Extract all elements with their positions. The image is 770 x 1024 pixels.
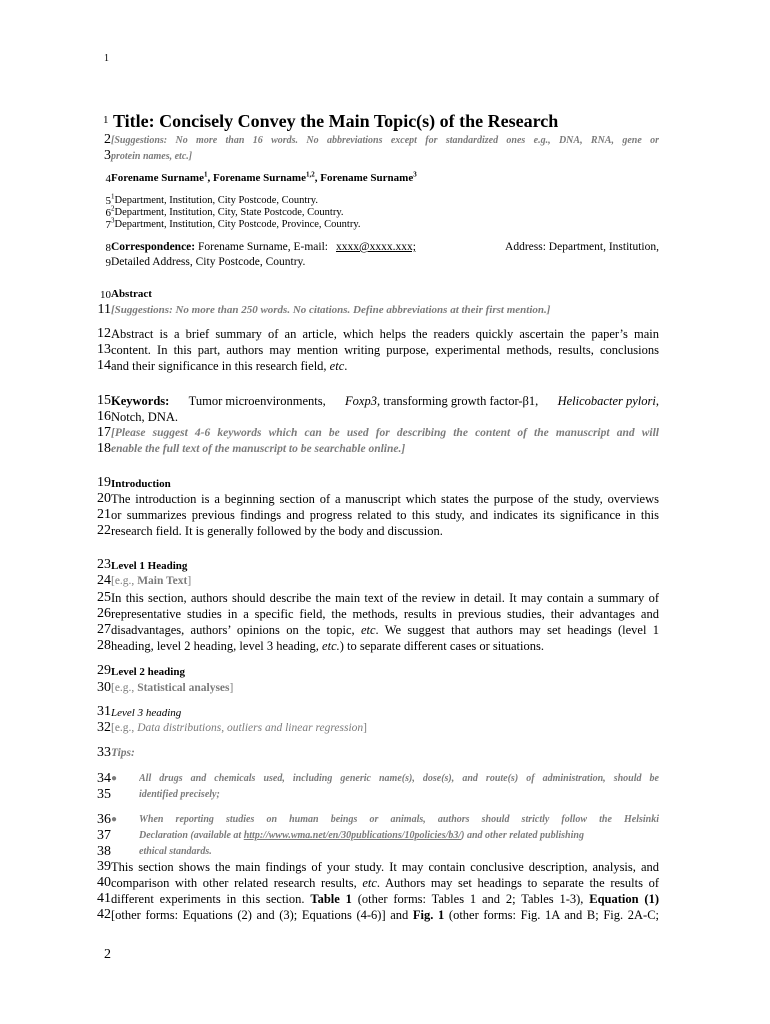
line-number: 25	[97, 590, 111, 605]
abstract-line-text: and their significance in this research field,	[111, 359, 330, 373]
table-1-ref: Table 1	[310, 892, 352, 906]
line-number: 6	[105, 207, 111, 219]
introduction-line: The introduction is a beginning section of a manuscript which states the purpose of the study, overviews	[111, 492, 659, 506]
affiliation-1-text: Department, Institution, City Postcode, Country.	[114, 195, 318, 206]
line-number: 8	[105, 242, 111, 254]
tip-1-line2: identified precisely;	[139, 789, 220, 800]
introduction-line: research field. It is generally followed by the body and discussion.	[111, 524, 443, 538]
level1-example	[111, 573, 659, 589]
example-suffix: ]	[363, 722, 367, 734]
example-prefix: [e.g.,	[111, 575, 138, 587]
helsinki-declaration-link[interactable]: http://www.wma.net/en/30publications/10policies/b3/	[243, 830, 462, 841]
line-number: 36	[97, 812, 111, 827]
line-text: (other forms: Fig. 1A and B; Fig. 2A-C;	[444, 908, 659, 922]
introduction-heading: Introduction	[111, 478, 171, 490]
line-number: 30	[97, 680, 111, 695]
tip-text: Declaration (available at	[139, 830, 244, 841]
line-number: 2	[104, 132, 111, 147]
tip-2-line3: ethical standards.	[139, 846, 212, 857]
line-text: (other forms: Tables 1 and 2; Tables 1-3),	[351, 892, 590, 906]
keywords-suggestion-line2: enable the full text of the manuscript to be searchable online.]	[111, 443, 406, 455]
line-number: 5	[105, 195, 111, 207]
line-number: 14	[97, 358, 111, 373]
author-list: Forename Surname$^1$, Forename Surname$^{1,2}$, Forename Surname$^3$	[111, 170, 417, 184]
level1-line	[111, 622, 659, 638]
abstract-line-etc: etc	[329, 359, 345, 373]
introduction-line: or summarizes previous findings and progress related to this study, and indicates its significance in this	[111, 508, 659, 522]
abstract-line: Abstract is a brief summary of an article, which helps the readers quickly ascertain the paper’s main	[111, 327, 659, 341]
line-number: 33	[97, 745, 111, 760]
level2-example	[111, 680, 659, 696]
bullet-icon: ●	[111, 773, 118, 784]
equation-1-ref: Equation (1)	[589, 892, 659, 906]
keyword-part: Tumor microenvironments,	[188, 394, 326, 408]
line-number: 15	[97, 393, 111, 408]
title-suggestion-line2: protein names, etc.]	[111, 151, 193, 162]
example-data-distributions: Data distributions, outliers and linear regression	[137, 722, 364, 734]
line-number: 10	[100, 289, 111, 301]
line-text: . We suggest that authors may set headings (level 1	[375, 623, 659, 637]
header-page-number: 1	[104, 53, 109, 64]
abstract-line: content. In this part, authors may mention writing purpose, experimental methods, results, conclusions	[111, 343, 659, 357]
keywords-line1	[111, 393, 659, 409]
line-number: 9	[105, 257, 111, 269]
example-prefix: [e.g.,	[111, 682, 138, 694]
results-line	[111, 875, 659, 891]
example-statistical-analyses: Statistical analyses	[137, 682, 230, 694]
results-line	[111, 891, 659, 907]
example-suffix: ]	[187, 575, 192, 587]
keywords-label: Keywords:	[111, 394, 170, 408]
figure-1-ref: Fig. 1	[412, 908, 445, 922]
example-main-text: Main Text	[137, 575, 188, 587]
line-number: 35	[97, 787, 111, 802]
results-line: This section shows the main findings of your study. It may contain conclusive description, analysis, and	[111, 860, 659, 874]
title-suggestion-line1: [Suggestions: No more than 16 words. No abbreviations except for standardized ones e.g., DNA, RNA, gene or	[111, 135, 659, 146]
abstract-line	[111, 358, 659, 374]
line-number: 41	[97, 891, 111, 906]
line-etc: etc	[360, 623, 376, 637]
abstract-suggestion: [Suggestions: No more than 250 words. No citations. Define abbreviations at their first mention.]	[111, 304, 551, 316]
line-etc: etc.	[322, 639, 340, 653]
email-link[interactable]: xxxx@xxxx.xxx;	[335, 241, 416, 253]
example-suffix: ]	[229, 682, 234, 694]
line-text: ) to separate different cases or situations.	[339, 639, 544, 653]
line-number: 19	[97, 475, 111, 490]
keyword-h-pylori: Helicobacter pylori	[557, 394, 656, 408]
author-2: Forename Surname	[212, 172, 306, 184]
line-number: 7	[105, 219, 111, 231]
line-text: [other forms: Equations (2) and (3); Equations (4-6)] and	[111, 908, 413, 922]
line-number: 32	[97, 720, 111, 735]
correspondence-label: Correspondence:	[111, 241, 196, 253]
bullet-icon: ●	[111, 814, 118, 825]
line-number: 20	[97, 491, 111, 506]
affiliation-2-text: Department, Institution, City, State Postcode, Country.	[114, 207, 344, 218]
example-prefix: [e.g.,	[111, 722, 138, 734]
tip-1-line1: All drugs and chemicals used, including generic name(s), dose(s), and route(s) of administration, should be	[139, 773, 659, 784]
tip-2-line2	[139, 828, 659, 844]
line-number: 37	[97, 828, 111, 843]
line-number: 42	[97, 907, 111, 922]
line-number: 1	[103, 114, 109, 126]
line-number: 13	[97, 342, 111, 357]
author-3-affiliation: 3	[413, 170, 417, 179]
line-number: 4	[105, 173, 111, 185]
tip-2-line1: When reporting studies on human beings or animals, authors should strictly follow the Helsinki	[139, 814, 659, 825]
line-text: disadvantages, authors’ opinions on the topic,	[111, 623, 361, 637]
line-text: different experiments in this section.	[111, 892, 311, 906]
keywords-line2: Notch, DNA.	[111, 410, 179, 424]
line-etc: etc	[362, 876, 377, 890]
line-number: 23	[97, 557, 111, 572]
results-line	[111, 907, 659, 923]
line-number: 12	[97, 326, 111, 341]
affiliation-3-text: Department, Institution, City Postcode, Province, Country.	[114, 219, 361, 230]
keywords-suggestion-line1: [Please suggest 4-6 keywords which can be used for describing the content of the manuscript and will	[111, 427, 659, 439]
line-number: 34	[97, 771, 111, 786]
line-number: 27	[97, 622, 111, 637]
manuscript-title: Title: Concisely Convey the Main Topic(s) of the Research	[113, 111, 559, 131]
keyword-part: , transforming growth factor-β1,	[376, 394, 539, 408]
tip-text: ) and other related publishing	[461, 830, 584, 841]
abstract-heading: Abstract	[111, 288, 152, 300]
keyword-part: ,	[655, 394, 659, 408]
line-number: 3	[104, 148, 111, 163]
level1-line	[111, 638, 659, 654]
abstract-line-end: .	[344, 359, 348, 373]
level1-line: In this section, authors should describe the main text of the review in detail. It may contain a summary of	[111, 591, 659, 605]
correspondence-name: Forename Surname, E-mail:	[198, 241, 328, 253]
affiliation-3-marker: 3	[111, 216, 115, 225]
level2-heading: Level 2 heading	[111, 666, 185, 678]
author-1-affiliation: 1	[203, 170, 208, 179]
level1-heading: Level 1 Heading	[111, 560, 188, 572]
line-number: 31	[97, 704, 111, 719]
level3-example	[111, 720, 659, 736]
line-number: 22	[97, 523, 111, 538]
line-number: 11	[97, 302, 111, 317]
affiliation-2-marker: 2	[111, 204, 115, 213]
line-text: heading, level 2 heading, level 3 heading,	[111, 639, 323, 653]
line-text: comparison with other related research results,	[111, 876, 363, 890]
level3-heading: Level 3 heading	[111, 707, 182, 719]
correspondence-line1	[111, 239, 659, 255]
tips-heading: Tips:	[111, 747, 135, 759]
correspondence-line2: Detailed Address, City Postcode, Country.	[111, 256, 306, 268]
line-number: 38	[97, 844, 111, 859]
affiliation-1-marker: 1	[111, 192, 115, 201]
line-number: 18	[97, 441, 111, 456]
line-number: 26	[97, 606, 111, 621]
keyword-foxp3: Foxp3	[345, 394, 377, 408]
line-number: 40	[97, 875, 111, 890]
correspondence-address: Address: Department, Institution,	[505, 241, 659, 253]
affiliation-3	[111, 217, 659, 233]
author-2-affiliation: 1,2	[305, 170, 315, 179]
line-number: 21	[97, 507, 111, 522]
footer-page-number: 2	[104, 947, 111, 962]
line-number: 29	[97, 663, 111, 678]
author-3: Forename Surname	[320, 172, 414, 184]
level1-line: representative studies in a specific field, the methods, results in previous studies, their advantages and	[111, 607, 659, 621]
line-number: 39	[97, 859, 111, 874]
line-text: . Authors may set headings to separate the results of	[376, 876, 659, 890]
line-number: 24	[97, 573, 111, 588]
author-1: Forename Surname	[111, 172, 204, 184]
line-number: 28	[97, 638, 111, 653]
line-number: 17	[97, 425, 111, 440]
line-number: 16	[97, 409, 111, 424]
